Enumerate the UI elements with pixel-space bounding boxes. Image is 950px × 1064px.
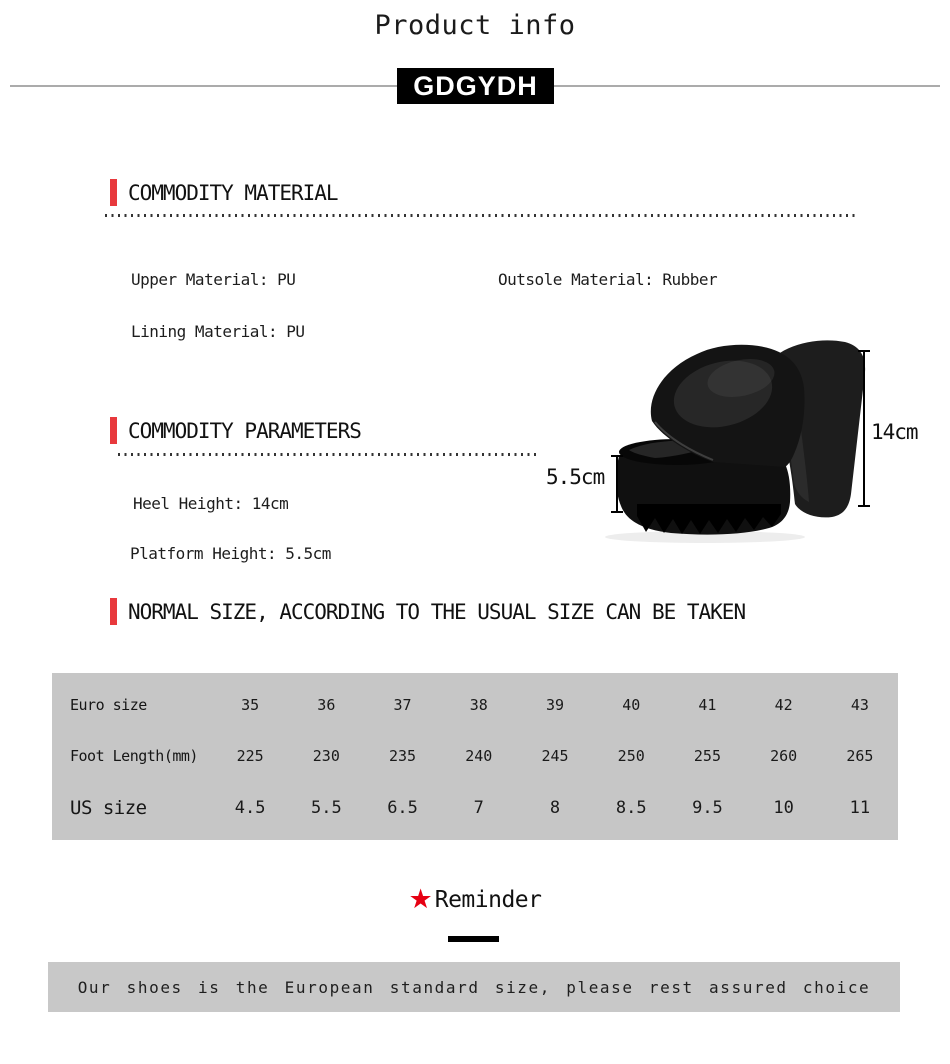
table-cell: 42 (774, 695, 793, 714)
table-cell: 230 (312, 747, 340, 766)
red-accent-bar (110, 417, 117, 444)
table-cell: 265 (846, 747, 874, 766)
outsole-material-text: Outsole Material: Rubber (498, 270, 718, 289)
table-cell: 39 (545, 695, 565, 714)
section-title: COMMODITY PARAMETERS (128, 418, 361, 443)
lining-material-text: Lining Material: PU (131, 322, 305, 341)
size-note-box (48, 962, 900, 1012)
heel-measure-label: 14cm (871, 420, 918, 444)
section-title: NORMAL SIZE, ACCORDING TO THE USUAL SIZE CAN BE TAKEN (128, 599, 746, 624)
table-cell: 255 (693, 747, 721, 766)
table-cell: 245 (541, 747, 569, 766)
red-accent-bar (110, 179, 117, 206)
table-cell: 4.5 (234, 798, 266, 819)
table-cell: 250 (617, 747, 645, 766)
table-cell: 38 (469, 695, 488, 714)
reminder-label: Reminder (434, 886, 542, 913)
size-note-text: Our shoes is the European standard size, please rest assured choice (77, 977, 871, 997)
table-cell: 225 (236, 747, 264, 766)
table-cell: 40 (622, 695, 641, 714)
section-heading-material (110, 179, 338, 206)
section-title: COMMODITY MATERIAL (128, 180, 338, 205)
table-cell: 36 (317, 695, 336, 714)
red-accent-bar (110, 598, 117, 625)
table-cell: 5.5 (310, 798, 342, 819)
table-cell: 8.5 (615, 798, 647, 819)
reminder-heading (0, 886, 950, 913)
table-row-foot-length (52, 731, 898, 783)
page-title: Product info (374, 10, 576, 41)
table-cell: 35 (241, 695, 260, 714)
star-icon: ★ (408, 884, 433, 915)
dotted-divider (105, 214, 858, 217)
section-heading-size (110, 598, 745, 625)
row-header: Euro size (70, 695, 147, 714)
row-header: US size (70, 797, 147, 820)
row-header: Foot Length(mm) (70, 747, 198, 766)
table-row-euro-size (52, 679, 898, 731)
table-cell: 235 (389, 747, 417, 766)
heel-measure-line (863, 350, 865, 507)
table-cell: 260 (770, 747, 798, 766)
table-cell: 37 (393, 695, 412, 714)
reminder-underline (448, 936, 499, 942)
brand-badge: GDGYDH (397, 68, 554, 104)
table-cell: 6.5 (387, 798, 418, 819)
platform-measure-label: 5.5cm (546, 465, 605, 489)
table-cell: 9.5 (692, 798, 723, 819)
table-cell: 240 (465, 747, 493, 766)
table-row-us-size (52, 782, 898, 834)
upper-material-text: Upper Material: PU (131, 270, 296, 289)
platform-measure-line (616, 455, 618, 513)
table-cell: 41 (698, 695, 717, 714)
size-chart-table (52, 673, 898, 840)
table-cell: 10 (773, 798, 794, 819)
product-shoe-image (545, 336, 885, 546)
section-heading-parameters (110, 417, 361, 444)
table-cell: 43 (850, 695, 869, 714)
dotted-divider (118, 453, 537, 456)
table-cell: 8 (549, 798, 561, 819)
table-cell: 11 (849, 798, 871, 819)
heel-height-text: Heel Height: 14cm (133, 494, 289, 513)
platform-height-text: Platform Height: 5.5cm (130, 544, 331, 563)
table-cell: 7 (473, 798, 484, 819)
